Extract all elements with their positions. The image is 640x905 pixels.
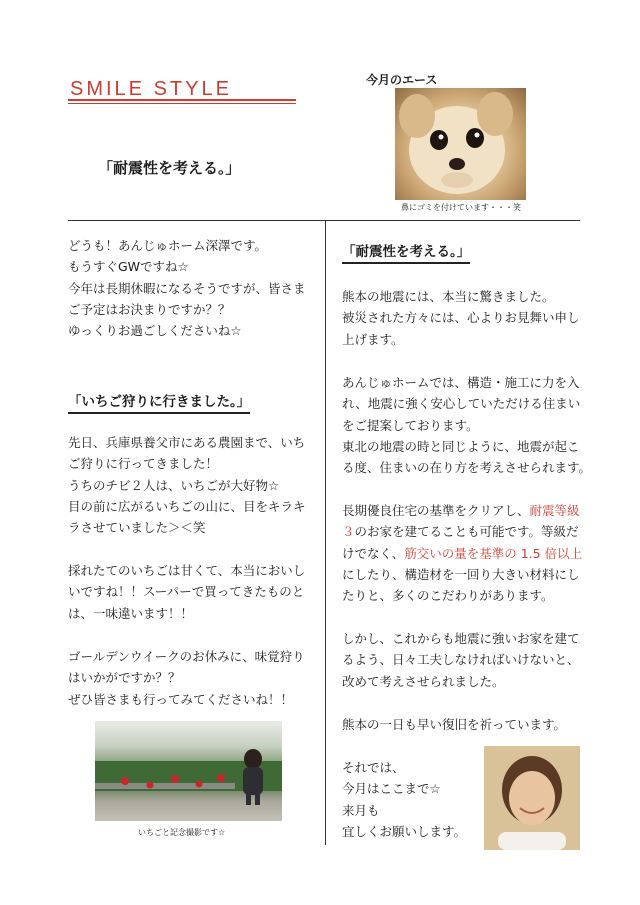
text-line: るよう、日々工夫しなければいけないと、: [342, 652, 580, 668]
earthquake-paragraph-3: [342, 500, 582, 606]
text-line: 熊本の一日も早い復旧を祈っています。: [342, 717, 567, 732]
strawberry-photo: [95, 721, 282, 821]
highlight-text: ３: [342, 524, 355, 540]
text-line: あんじゅホームでは、構造・施工に力を入: [342, 375, 580, 390]
text-segment: けでなく、: [342, 545, 405, 561]
dog-photo-caption: 鼻にゴミを付けています・・・笑: [401, 203, 521, 212]
strawberry-photo-caption: いちごと記念撮影です☆: [138, 828, 226, 837]
strawberry-section-title: 「いちご狩りに行きました。」: [68, 390, 250, 414]
strawberry-paragraph-3: [68, 646, 305, 710]
ace-label: 今月のエース: [366, 73, 438, 87]
earthquake-section-title: 「耐震性を考える。」: [342, 240, 470, 264]
text-line: しかし、これからも地震に強いお家を建て: [342, 631, 580, 646]
person-portrait-icon: [484, 746, 580, 850]
text-line: 来月も: [342, 802, 380, 818]
text-line: は、一味違います！！: [68, 605, 194, 621]
strawberry-paragraph-1: [68, 432, 306, 538]
text-line: る度、住まいの在り方を考えさせられます。: [342, 460, 592, 476]
text-line: 目の前に広がるいちごの山に、目をキラキ: [68, 498, 306, 514]
earthquake-paragraph-5: [342, 714, 566, 735]
text-segment: のお家を建てることも可能です。等級だ: [354, 524, 579, 540]
text-line: ご狩りに行ってきました！: [68, 456, 219, 472]
header-divider: [68, 220, 580, 221]
text-line: うちのチビ２人は、いちごが大好物☆: [68, 477, 280, 493]
masthead-underline-thin: [68, 103, 296, 104]
text-line: どうも！あんじゅホーム深澤です。: [68, 238, 268, 253]
greeting-paragraph: [68, 235, 306, 341]
text-line: [342, 543, 582, 564]
earthquake-paragraph-1: [342, 286, 580, 350]
text-line: れ、地震に強く安心していただける住まい: [342, 396, 581, 412]
text-line: ご予定はお決まりですか？？: [68, 301, 231, 317]
masthead-underline: [68, 99, 296, 101]
masthead-title: SMILE STYLE: [70, 78, 232, 100]
text-line: 東北の地震の時と同じように、地震が起こ: [342, 438, 580, 454]
text-line: 今月はここまで☆: [342, 781, 441, 797]
text-line: 宜しくお願いします。: [342, 823, 467, 839]
text-line: たりと、多くのこだわりがあります。: [342, 588, 554, 604]
strawberry-paragraph-2: [68, 560, 305, 624]
text-line: それでは、: [342, 760, 405, 775]
text-line: 先日、兵庫県養父市にある農園まで、いち: [68, 435, 306, 450]
staff-portrait-photo: [484, 746, 580, 850]
text-line: はいかがですか？？: [68, 670, 181, 686]
text-segment: 長期優良住宅の基準をクリアし、: [342, 503, 530, 518]
text-line: 今年は長期休暇になるそうですが、皆さま: [68, 280, 306, 296]
earthquake-paragraph-4: [342, 628, 580, 692]
highlight-text: 耐震等級: [529, 503, 580, 518]
highlight-text: 筋交いの量を基準の 1.5 倍以上: [404, 545, 583, 561]
strawberry-field-icon: [95, 721, 282, 821]
text-line: 改めて考えさせられました。: [342, 673, 505, 689]
text-line: にしたり、構造材を一回り大きい材料にし: [342, 566, 580, 582]
text-line: ゴールデンウイークのお休みに、味覚狩り: [68, 649, 305, 664]
page-title: 「耐震性を考える。」: [98, 159, 241, 177]
text-line: ぜひ皆さまも行ってみてくださいね！！: [68, 691, 294, 707]
earthquake-paragraph-2: [342, 372, 591, 478]
dog-face-icon: [395, 88, 526, 200]
text-line: 採れたてのいちごは甘くて、本当においし: [68, 563, 306, 578]
closing-paragraph: [342, 757, 466, 842]
text-line: 上げます。: [342, 331, 404, 347]
text-line: [342, 521, 582, 542]
dog-photo: [395, 88, 526, 200]
text-line: をご提案しております。: [342, 417, 479, 433]
text-line: 被災された方々には、心よりお見舞い申し: [342, 310, 580, 326]
text-line: いですね！！スーパーで買ってきたものと: [68, 584, 305, 600]
text-line: ゆっくりお過ごしくださいね☆: [68, 323, 242, 339]
column-divider: [325, 220, 326, 845]
text-line: ラさせていました＞＜笑: [68, 520, 206, 536]
text-line: [342, 500, 582, 521]
text-line: もうすぐGWですね☆: [68, 259, 189, 275]
text-line: 熊本の地震には、本当に驚きました。: [342, 289, 555, 304]
